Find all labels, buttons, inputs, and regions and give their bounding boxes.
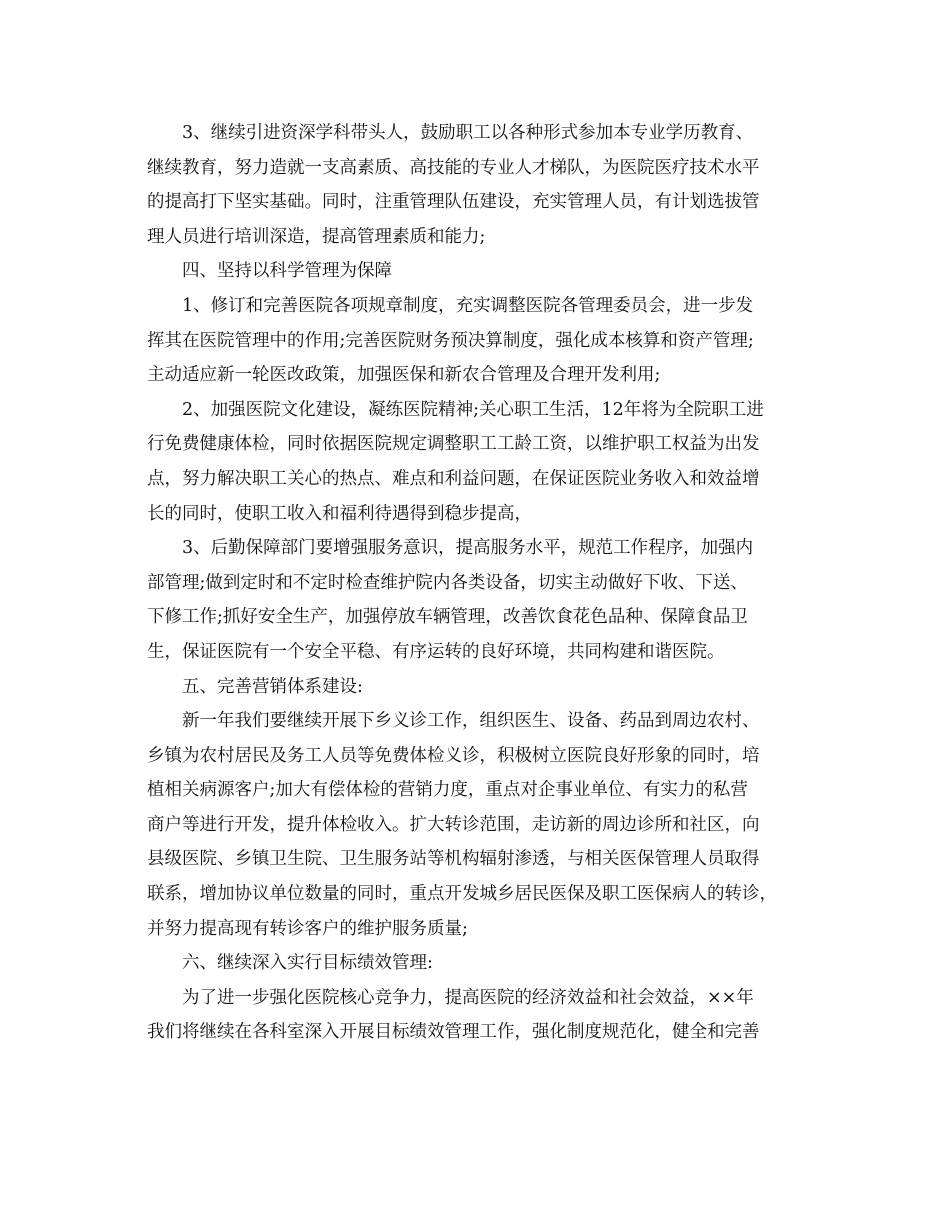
text-line: 长的同时，使职工收入和福利待遇得到稳步提高， — [147, 503, 532, 524]
text-line: 生，保证医院有一个安全平稳、有序运转的良好环境，共同构建和谐医院。 — [147, 641, 725, 662]
text-line: 四、坚持以科学管理为保障 — [182, 261, 392, 282]
text-line: 我们将继续在各科室深入开展目标绩效管理工作，强化制度规范化，健全和完善 — [147, 1022, 760, 1043]
paragraph — [147, 531, 813, 669]
paragraph — [147, 946, 813, 981]
text-line: 下修工作;抓好安全生产，加强停放车辆管理，改善饮食花色品种、保障食品卫 — [147, 607, 748, 628]
text-line: 植相关病源客户;加大有偿体检的营销力度，重点对企事业单位、有实力的私营 — [147, 780, 748, 801]
text-line: 2、加强医院文化建设，凝练医院精神;关心职工生活，12年将为全院职工进 — [182, 399, 764, 420]
text-line: 行免费健康体检，同时依据医院规定调整职工工龄工资，以维护职工权益为出发 — [147, 434, 760, 455]
text-line: 联系，增加协议单位数量的同时，重点开发城乡居民医保及职工医保病人的转诊， — [147, 884, 777, 905]
text-line: 并努力提高现有转诊客户的维护服务质量; — [147, 918, 468, 939]
paragraph — [147, 670, 813, 705]
text-line: 挥其在医院管理中的作用;完善医院财务预决算制度，强化成本核算和资产管理; — [147, 330, 754, 351]
text-line: 主动适应新一轮医改政策，加强医保和新农合管理及合理开发利用; — [147, 365, 661, 386]
text-line: 点，努力解决职工关心的热点、难点和利益问题，在保证医院业务收入和效益增 — [147, 468, 760, 489]
text-line: 六、继续深入实行目标绩效管理: — [182, 953, 433, 974]
text-line: 为了进一步强化医院核心竞争力，提高医院的经济效益和社会效益，××年 — [182, 987, 754, 1008]
text-line: 3、继续引进资深学科带头人，鼓励职工以各种形式参加本专业学历教育、 — [182, 123, 754, 143]
paragraph — [147, 981, 813, 1050]
text-line: 部管理;做到定时和不定时检查维护院内各类设备，切实主动做好下收、下送、 — [147, 572, 748, 593]
paragraph — [147, 393, 813, 531]
text-line: 乡镇为农村居民及务工人员等免费体检义诊，积极树立医院良好形象的同时，培 — [147, 745, 760, 766]
text-line: 3、后勤保障部门要增强服务意识，提高服务水平，规范工作程序，加强内 — [182, 538, 754, 559]
paragraph — [147, 289, 813, 393]
paragraph — [147, 254, 813, 289]
paragraph — [147, 116, 813, 254]
paragraph — [147, 704, 813, 946]
text-line: 的提高打下坚实基础。同时，注重管理队伍建设，充实管理人员，有计划选拔管 — [147, 192, 760, 213]
text-line: 新一年我们要继续开展下乡义诊工作，组织医生、设备、药品到周边农村、 — [182, 711, 760, 732]
document-page — [147, 116, 813, 1050]
text-line: 商户等进行开发，提升体检收入。扩大转诊范围，走访新的周边诊所和社区，向 — [147, 814, 760, 835]
text-line: 五、完善营销体系建设: — [182, 676, 363, 697]
text-line: 理人员进行培训深造，提高管理素质和能力; — [147, 226, 486, 247]
text-line: 1、修订和完善医院各项规章制度，充实调整医院各管理委员会，进一步发 — [182, 295, 754, 316]
text-line: 继续教育，努力造就一支高素质、高技能的专业人才梯队，为医院医疗技术水平 — [147, 157, 760, 178]
text-line: 县级医院、乡镇卫生院、卫生服务站等机构辐射渗透，与相关医保管理人员取得 — [147, 849, 760, 870]
